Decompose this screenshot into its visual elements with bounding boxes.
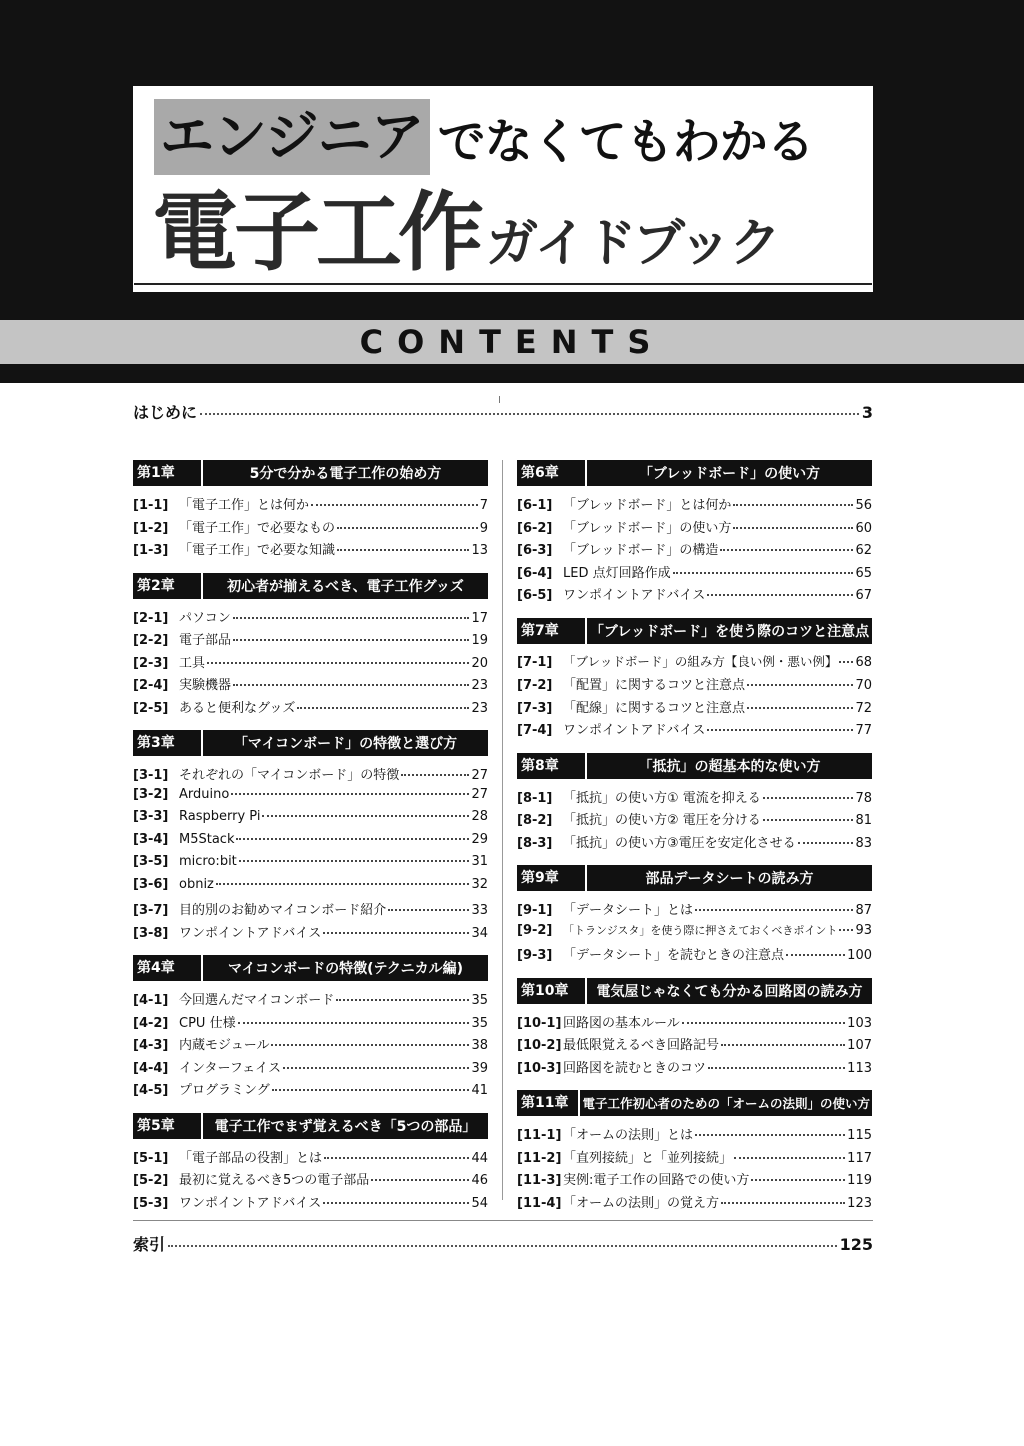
dot-leader	[283, 1067, 469, 1069]
toc-left-column	[133, 460, 488, 1225]
toc-item[interactable]	[517, 562, 872, 585]
toc-item-page: 35	[471, 1015, 488, 1031]
dot-leader	[336, 999, 469, 1001]
toc-item-page: 83	[855, 835, 872, 851]
toc-item[interactable]	[133, 1169, 488, 1192]
toc-item-page: 35	[471, 993, 488, 1008]
toc-item-number: [4-1]	[133, 993, 169, 1008]
toc-item-page: 33	[471, 903, 488, 918]
toc-item-number: [3-1]	[133, 768, 169, 783]
toc-item-title: 「データシート」とは	[563, 903, 694, 918]
toc-intro-label: はじめに	[133, 403, 198, 422]
dot-leader	[733, 527, 853, 529]
dot-leader	[233, 617, 470, 619]
toc-item[interactable]	[133, 764, 488, 787]
chapter-number: 第6章	[517, 460, 587, 486]
toc-item-page: 20	[471, 655, 488, 671]
toc-item-title: 電子部品	[179, 633, 232, 648]
chapter-section	[133, 460, 488, 562]
dot-leader	[707, 729, 853, 731]
toc-item-title: 「ブレッドボード」の組み方【良い例・悪い例】	[563, 653, 838, 669]
chapter-title: マイコンボードの特徴(テクニカル編)	[227, 961, 464, 977]
chapter-number: 第11章	[517, 1090, 580, 1116]
toc-item-title: 「抵抗」の使い方② 電圧を分ける	[563, 813, 761, 828]
toc-item-number: [11-4]	[517, 1195, 562, 1211]
toc-item-title: ワンポイントアドバイス	[179, 1195, 322, 1211]
toc-item-title: 「ブレッドボード」の構造	[563, 543, 719, 558]
toc-item-page: 56	[855, 498, 872, 513]
toc-item-title: 「オームの法則」の覚え方	[563, 1195, 720, 1211]
toc-item-title: 最初に覚えるべき5つの電子部品	[179, 1173, 370, 1188]
chapter-title: 「ブレッドボード」の使い方	[638, 466, 821, 482]
toc-item-page: 28	[471, 809, 488, 824]
toc-item-title: インターフェイス	[179, 1060, 282, 1076]
dot-leader	[734, 1157, 845, 1159]
toc-item[interactable]	[517, 1057, 872, 1080]
dot-leader	[231, 793, 469, 795]
dot-leader	[271, 1044, 469, 1046]
dot-leader	[695, 909, 853, 911]
toc-item-page: 103	[847, 1015, 872, 1031]
dot-leader	[786, 954, 845, 956]
dot-leader	[297, 707, 469, 709]
toc-item-number: [4-4]	[133, 1060, 169, 1076]
toc-item-page: 7	[479, 498, 488, 513]
toc-item[interactable]	[517, 674, 872, 697]
toc-item-number: [3-5]	[133, 854, 169, 869]
toc-item-number: [8-2]	[517, 813, 553, 828]
dot-leader	[323, 932, 469, 934]
toc-item[interactable]	[517, 787, 872, 810]
chapter-title: 「ブレッドボード」を使う際のコツと注意点	[589, 623, 870, 640]
toc-item-title: 目的別のお勧めマイコンボード紹介	[179, 903, 387, 918]
chapter-title: 初心者が揃えるべき、電子工作グッズ	[227, 578, 464, 595]
chapter-number: 第4章	[133, 955, 203, 981]
toc-item-number: [11-3]	[517, 1173, 562, 1188]
dot-leader	[747, 684, 853, 686]
toc-item-title: それぞれの「マイコンボード」の特徴	[179, 768, 400, 783]
chapter-section	[517, 1090, 872, 1214]
toc-item-title: 「電子工作」で必要な知識	[179, 543, 336, 558]
toc-item[interactable]	[133, 674, 488, 697]
dot-leader	[168, 1245, 837, 1247]
toc-item[interactable]	[517, 899, 872, 922]
chapter-header[interactable]	[133, 955, 488, 981]
toc-item-title: M5Stack	[179, 831, 235, 847]
toc-item-number: [5-3]	[133, 1195, 169, 1211]
toc-item-page: 93	[855, 922, 872, 938]
toc-item[interactable]	[517, 539, 872, 562]
title-suffix: ガイドブック	[486, 214, 780, 274]
toc-item-title: ワンポイントアドバイス	[179, 925, 322, 941]
toc-item-number: [11-2]	[517, 1150, 562, 1166]
toc-item-title: 「抵抗」の使い方① 電流を抑える	[563, 790, 761, 806]
chapter-number: 第7章	[517, 618, 587, 644]
contents-heading: CONTENTS	[0, 320, 1024, 364]
dot-leader	[720, 549, 853, 551]
chapter-title: 部品データシートの読み方	[645, 871, 814, 887]
chapter-header[interactable]	[517, 978, 872, 1004]
dot-leader	[721, 1044, 845, 1046]
toc-index[interactable]	[133, 1232, 873, 1255]
toc-item-page: 68	[855, 654, 872, 670]
toc-item-number: [2-5]	[133, 700, 169, 716]
toc-item-number: [6-2]	[517, 520, 553, 536]
dot-leader	[763, 819, 854, 821]
toc-item-title: 「電子工作」で必要なもの	[179, 520, 336, 536]
toc-item-number: [5-1]	[133, 1150, 169, 1166]
toc-item-title: 「ブレッドボード」とは何か	[563, 498, 732, 513]
chapter-number: 第8章	[517, 753, 587, 779]
toc-item-title: Raspberry Pi	[179, 809, 261, 824]
toc-item-number: [5-2]	[133, 1173, 169, 1188]
toc-item-number: [10-2]	[517, 1038, 562, 1053]
chapter-header[interactable]	[517, 1090, 872, 1116]
toc-item-number: [10-3]	[517, 1060, 562, 1076]
chapter-title: 「マイコンボード」の特徴と選び方	[233, 736, 458, 752]
toc-item-page: 27	[471, 768, 488, 783]
toc-item-title: 「配線」に関するコツと注意点	[563, 700, 746, 716]
toc-item-number: [7-4]	[517, 723, 553, 738]
toc-item-page: 77	[855, 723, 872, 738]
toc-item-page: 70	[855, 678, 872, 693]
toc-item-page: 113	[847, 1060, 872, 1076]
title-subtitle: でなくてもわかる	[437, 113, 814, 170]
dot-leader	[239, 860, 470, 862]
toc-item-number: [4-3]	[133, 1038, 169, 1053]
toc-item-page: 65	[855, 565, 872, 581]
toc-item-page: 67	[855, 588, 872, 603]
toc-item-number: [9-3]	[517, 948, 553, 963]
toc-item-number: [1-1]	[133, 498, 169, 513]
toc-item-title: 今回選んだマイコンボード	[179, 993, 335, 1008]
toc-item[interactable]	[517, 809, 872, 832]
toc-item-number: [3-7]	[133, 903, 169, 918]
toc-item-page: 39	[471, 1060, 488, 1076]
dot-leader	[233, 639, 469, 641]
toc-item-title: 最低限覚えるべき回路記号	[563, 1038, 720, 1053]
toc-item-page: 123	[847, 1195, 872, 1211]
toc-item-number: [1-3]	[133, 543, 169, 558]
chapter-header[interactable]	[133, 730, 488, 756]
chapter-title: 「抵抗」の超基本的な使い方	[638, 758, 821, 775]
toc-item[interactable]	[517, 652, 872, 675]
toc-item[interactable]	[133, 652, 488, 675]
chapter-header[interactable]	[517, 460, 872, 486]
dot-leader	[272, 1089, 470, 1091]
dot-leader	[747, 707, 853, 709]
dot-leader	[207, 662, 469, 664]
toc-item-number: [3-8]	[133, 925, 169, 941]
toc-item[interactable]	[517, 517, 872, 540]
toc-item-number: [6-3]	[517, 543, 553, 558]
toc-item-page: 41	[471, 1083, 488, 1098]
chapter-header[interactable]	[133, 460, 488, 486]
toc-item-title: パソコン	[179, 610, 231, 626]
toc-item[interactable]	[133, 1012, 488, 1035]
toc-item[interactable]	[517, 1012, 872, 1035]
dot-leader	[371, 1179, 469, 1181]
chapter-section	[517, 978, 872, 1080]
toc-item-page: 9	[479, 520, 488, 536]
chapter-title: 電子工作でまず覚えるべき「5つの部品」	[214, 1118, 477, 1135]
toc-item-title: 「電子工作」とは何か	[179, 498, 310, 513]
toc-item[interactable]	[517, 1147, 872, 1170]
toc-item-page: 23	[471, 700, 488, 716]
dot-leader	[216, 883, 470, 885]
toc-item-page: 23	[471, 678, 488, 693]
toc-item-number: [3-4]	[133, 831, 169, 847]
toc-item-title: 「直列接続」と「並列接続」	[563, 1150, 733, 1166]
toc-item-page: 34	[471, 925, 488, 941]
toc-item-number: [6-4]	[517, 565, 553, 581]
toc-item-title: 内蔵モジュール	[179, 1038, 270, 1053]
toc-item-page: 87	[855, 903, 872, 918]
toc-item-title: 「電子部品の役割」とは	[179, 1150, 323, 1166]
toc-item-number: [6-5]	[517, 588, 553, 603]
toc-item[interactable]	[133, 877, 488, 900]
toc-item[interactable]	[133, 809, 488, 832]
toc-item-page: 78	[855, 790, 872, 806]
chapter-number: 第5章	[133, 1113, 203, 1139]
dot-leader	[200, 413, 859, 415]
title-box	[133, 86, 873, 292]
toc-item-number: [3-6]	[133, 876, 169, 892]
toc-item-title: 実験機器	[179, 678, 232, 693]
toc-item-number: [7-1]	[517, 654, 553, 670]
toc-item-page: 32	[471, 876, 488, 892]
toc-item-title: Arduino	[179, 786, 230, 802]
toc-item-title: 「ブレッドボード」の使い方	[563, 520, 732, 536]
chapter-section	[133, 955, 488, 1102]
toc-item-number: [8-3]	[517, 835, 553, 851]
toc-item-number: [7-2]	[517, 678, 553, 693]
toc-item[interactable]	[133, 854, 488, 877]
chapter-section	[517, 460, 872, 607]
chapter-section	[517, 865, 872, 967]
toc-item[interactable]	[133, 787, 488, 810]
dot-leader	[733, 504, 853, 506]
dot-leader	[707, 594, 853, 596]
chapter-title: 5分で分かる電子工作の始め方	[249, 466, 442, 482]
toc-item-page: 13	[471, 543, 488, 558]
toc-item-number: [8-1]	[517, 790, 553, 806]
chapter-section	[517, 618, 872, 742]
column-divider	[502, 460, 503, 1200]
toc-index-label: 索引	[133, 1235, 166, 1254]
dot-leader	[337, 527, 478, 529]
toc-item-title: ワンポイントアドバイス	[563, 723, 706, 738]
dot-leader	[751, 1179, 845, 1181]
toc-item[interactable]	[133, 832, 488, 855]
toc-item-page: 60	[855, 520, 872, 536]
toc-item-page: 27	[471, 786, 488, 802]
toc-item-title: ワンポイントアドバイス	[563, 588, 706, 603]
title-line-2	[152, 183, 780, 283]
toc-item-number: [2-3]	[133, 655, 169, 671]
toc-item-title: 工具	[179, 655, 206, 671]
dot-leader	[695, 1134, 845, 1136]
bottom-rule	[133, 1220, 873, 1221]
dot-leader	[839, 661, 853, 663]
chapter-header[interactable]	[517, 618, 872, 644]
title-main: 電子工作	[152, 183, 480, 283]
chapter-header[interactable]	[133, 573, 488, 599]
dot-leader	[763, 797, 854, 799]
toc-item-page: 19	[471, 633, 488, 648]
title-highlight: エンジニア	[154, 99, 430, 175]
toc-item-title: obniz	[179, 876, 214, 892]
toc-item[interactable]	[517, 944, 872, 967]
toc-item[interactable]	[133, 1079, 488, 1102]
dot-leader	[839, 929, 853, 931]
toc-item[interactable]	[133, 989, 488, 1012]
toc-index-page: 125	[839, 1235, 873, 1254]
toc-item[interactable]	[133, 1057, 488, 1080]
toc-item-number: [6-1]	[517, 498, 553, 513]
toc-item-number: [10-1]	[517, 1015, 562, 1031]
toc-item-number: [2-4]	[133, 678, 169, 693]
toc-item-number: [9-2]	[517, 922, 553, 938]
dot-leader	[324, 1157, 469, 1159]
toc-item-title: LED 点灯回路作成	[563, 565, 671, 581]
toc-item-page: 72	[855, 700, 872, 716]
toc-item-page: 119	[847, 1173, 872, 1188]
toc-item-page: 46	[471, 1173, 488, 1188]
toc-item[interactable]	[133, 494, 488, 517]
toc-intro-page: 3	[861, 403, 873, 422]
toc-item[interactable]	[517, 697, 872, 720]
toc-item-page: 81	[855, 813, 872, 828]
toc-item-number: [4-5]	[133, 1083, 169, 1098]
toc-item-page: 17	[471, 610, 488, 626]
toc-item-title: 「トランジスタ」を使う際に押さえておくべきポイント	[563, 923, 838, 937]
toc-item-page: 62	[855, 543, 872, 558]
toc-item-page: 54	[471, 1195, 488, 1211]
toc-item-page: 31	[471, 854, 488, 869]
chapter-title: 電気屋じゃなくても分かる回路図の読み方	[596, 983, 863, 1000]
toc-item-title: プログラミング	[179, 1083, 270, 1098]
toc-item[interactable]	[133, 607, 488, 630]
toc-intro[interactable]	[133, 400, 873, 423]
toc-item-page: 29	[471, 831, 488, 847]
dot-leader	[238, 1022, 470, 1024]
toc-item-title: 「配置」に関するコツと注意点	[563, 678, 746, 693]
toc-item-number: [9-1]	[517, 903, 553, 918]
toc-item-number: [2-2]	[133, 633, 169, 648]
toc-item-title: CPU 仕様	[179, 1015, 236, 1031]
dot-leader	[721, 1202, 845, 1204]
toc-item[interactable]	[133, 1147, 488, 1170]
chapter-section	[517, 753, 872, 855]
toc-item[interactable]	[517, 1124, 872, 1147]
toc-item-number: [11-1]	[517, 1128, 562, 1143]
toc-item-title: 「オームの法則」とは	[563, 1128, 694, 1143]
chapter-header[interactable]	[517, 753, 872, 779]
dot-leader	[262, 815, 469, 817]
toc-item-number: [3-2]	[133, 786, 169, 802]
toc-item-page: 117	[847, 1150, 872, 1166]
dot-leader	[673, 572, 854, 574]
dot-leader	[323, 1202, 469, 1204]
toc-item[interactable]	[133, 1192, 488, 1215]
toc-item-title: 回路図を読むときのコツ	[563, 1060, 707, 1076]
chapter-header[interactable]	[133, 1113, 488, 1139]
dot-leader	[708, 1067, 845, 1069]
toc-item[interactable]	[517, 922, 872, 945]
toc-item-title: 回路図の基本ルール	[563, 1015, 680, 1031]
dot-leader	[233, 684, 469, 686]
dot-leader	[798, 842, 854, 844]
chapter-number: 第1章	[133, 460, 203, 486]
toc-item-number: [2-1]	[133, 610, 169, 626]
toc-item[interactable]	[133, 1034, 488, 1057]
dot-leader	[337, 549, 469, 551]
toc-item[interactable]	[133, 539, 488, 562]
toc-item[interactable]	[517, 1034, 872, 1057]
toc-item-page: 100	[847, 948, 872, 963]
chapter-section	[133, 573, 488, 720]
dot-leader	[388, 909, 469, 911]
chapter-number: 第10章	[517, 978, 587, 1004]
toc-item[interactable]	[133, 899, 488, 922]
chapter-header[interactable]	[517, 865, 872, 891]
toc-item-title: あると便利なグッズ	[179, 700, 296, 716]
toc-item[interactable]	[517, 719, 872, 742]
chapter-section	[133, 730, 488, 944]
toc-item-number: [7-3]	[517, 700, 553, 716]
chapter-title: 電子工作初心者のための「オームの法則」の使い方	[582, 1096, 870, 1111]
title-line-1	[154, 99, 814, 175]
toc-item-page: 107	[847, 1038, 872, 1053]
toc-item-page: 38	[471, 1038, 488, 1053]
toc-item[interactable]	[517, 832, 872, 855]
toc-item-number: [3-3]	[133, 809, 169, 824]
toc-item-page: 44	[471, 1150, 488, 1166]
dot-leader	[682, 1022, 845, 1024]
toc-item-title: 「抵抗」の使い方③電圧を安定化させる	[563, 835, 796, 851]
chapter-number: 第2章	[133, 573, 203, 599]
dot-leader	[311, 504, 478, 506]
toc-item[interactable]	[517, 1169, 872, 1192]
chapter-number: 第3章	[133, 730, 203, 756]
toc-item[interactable]	[133, 922, 488, 945]
toc-item-title: micro:bit	[179, 854, 237, 869]
toc-item-title: 実例:電子工作の回路での使い方	[563, 1173, 750, 1188]
chapter-number: 第9章	[517, 865, 587, 891]
toc-item-number: [1-2]	[133, 520, 169, 536]
toc-item[interactable]	[133, 697, 488, 720]
toc-item-number: [4-2]	[133, 1015, 169, 1031]
toc-right-column	[517, 460, 872, 1225]
toc-item-title: 「データシート」を読むときの注意点	[563, 948, 785, 963]
toc-item[interactable]	[517, 1192, 872, 1215]
toc-item[interactable]	[517, 494, 872, 517]
toc-item[interactable]	[133, 517, 488, 540]
toc-item-page: 115	[847, 1128, 872, 1143]
toc-item[interactable]	[517, 584, 872, 607]
toc-item[interactable]	[133, 629, 488, 652]
dot-leader	[401, 774, 469, 776]
chapter-section	[133, 1113, 488, 1215]
dot-leader	[236, 838, 469, 840]
